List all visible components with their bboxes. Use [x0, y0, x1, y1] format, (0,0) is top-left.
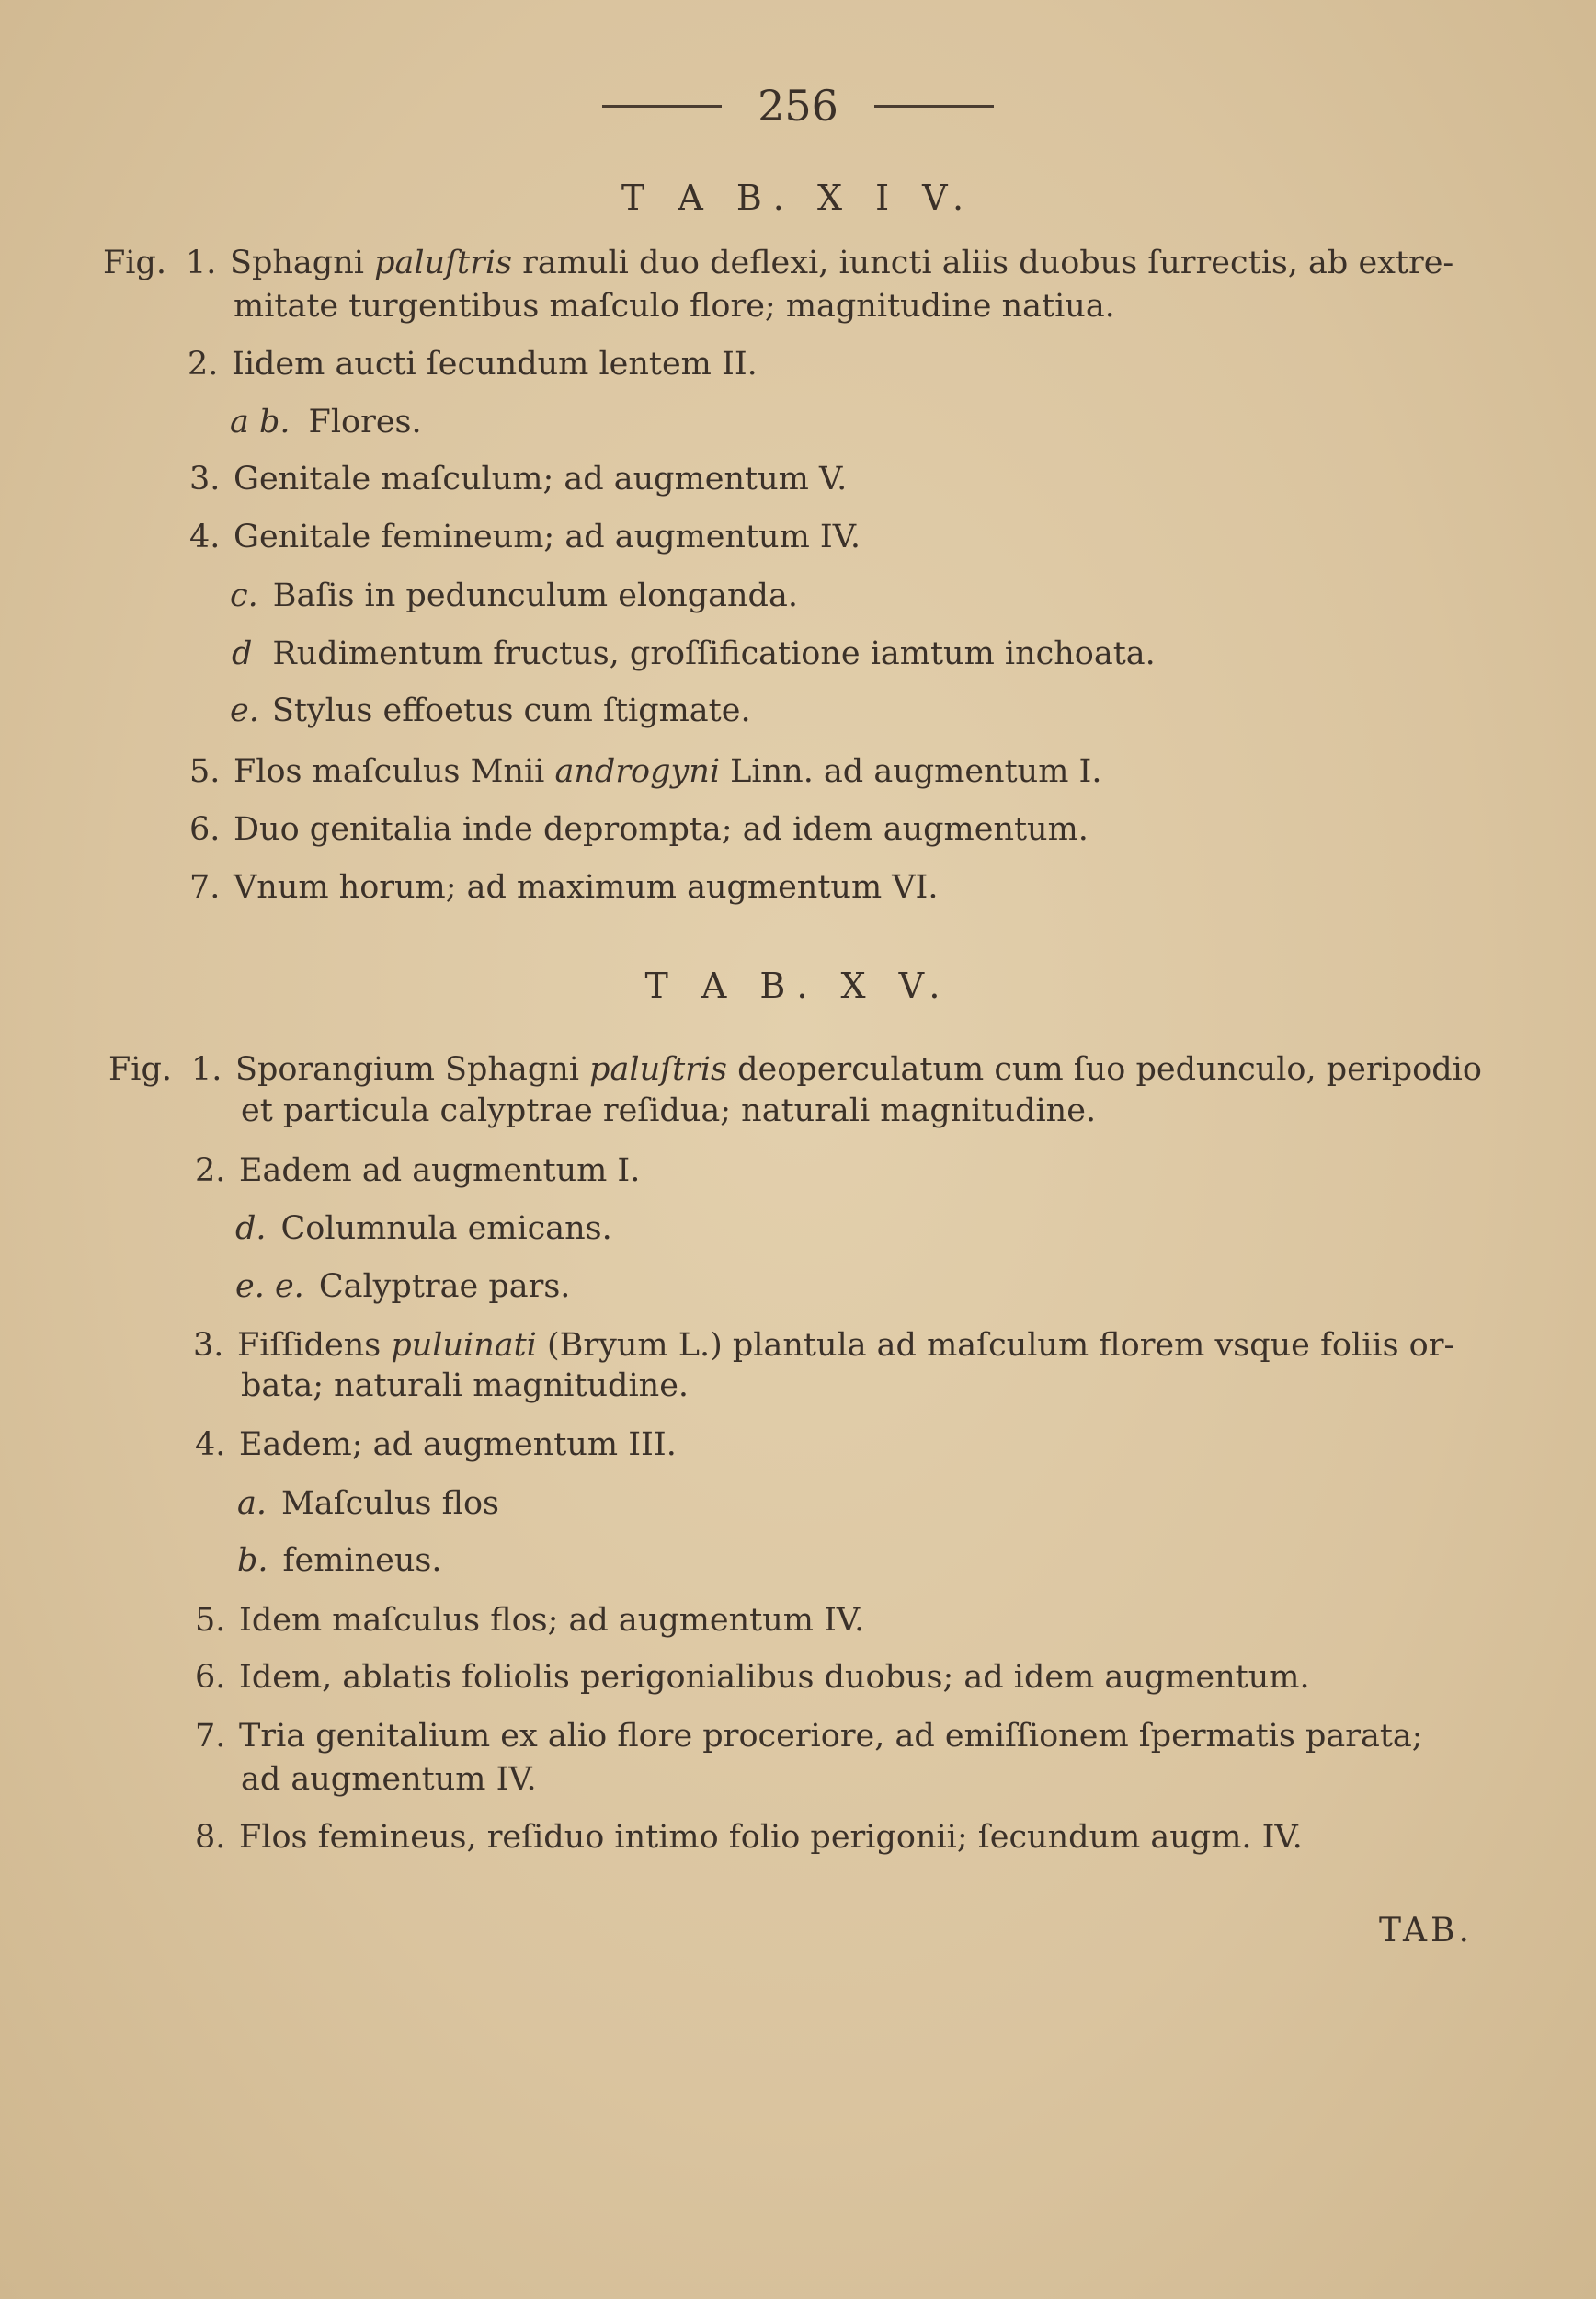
plate-xv-fig7-cont: ad augmentum IV.: [241, 1761, 537, 1798]
fig-label: Fig.: [108, 1051, 173, 1088]
sub-text: femineus.: [282, 1542, 442, 1579]
sub-label: c.: [230, 578, 258, 614]
sub-label: d: [232, 635, 253, 672]
sub-text: Rudimentum fructus, groſſificatione iamtum inchoata.: [272, 635, 1156, 672]
sub-text: Baſis in pedunculum elonganda.: [272, 578, 798, 614]
fig-number: 3.: [189, 461, 221, 498]
plate-xiv-fig4: [189, 518, 861, 556]
fig-text: ramuli duo deflexi, iuncti aliis duobus ſurrectis, ab extre-: [511, 245, 1454, 281]
header-rule-right: [874, 105, 994, 108]
fig-text: deoperculatum cum ſuo pedunculo, peripodio: [727, 1051, 1482, 1088]
plate-xiv-sub-e: [230, 692, 751, 730]
plate-xiv-sub-ab: [230, 403, 422, 441]
fig-number: 2.: [195, 1152, 226, 1189]
fig-text: Flos maſculus Mnii: [234, 753, 555, 790]
fig-text: Duo genitalia inde deprompta; ad idem augmentum.: [234, 811, 1089, 848]
plate-xv-sub-ee: [235, 1267, 570, 1306]
header-rule-left: [602, 105, 722, 108]
species-name: androgyni: [554, 753, 721, 790]
species-name: puluinati: [391, 1327, 537, 1364]
page-header: [0, 81, 1596, 132]
fig-text: Fiſſidens: [237, 1327, 392, 1364]
fig-text: Eadem ad augmentum I.: [239, 1152, 641, 1189]
plate-xv-fig1-cont: et particula calyptrae reſidua; naturali magnitudine.: [241, 1092, 1097, 1129]
species-name: paluſtris: [374, 245, 512, 281]
plate-xiv-fig2: [188, 345, 758, 383]
fig-text: Idem maſculus flos; ad augmentum IV.: [239, 1602, 865, 1639]
fig-text: (Bryum L.) plantula ad maſculum florem vsque foliis or-: [536, 1327, 1455, 1364]
fig-number: 6.: [195, 1659, 226, 1696]
sub-text: Maſculus flos: [281, 1485, 500, 1522]
plate-xv-sub-b: [237, 1541, 441, 1580]
fig-text: Iidem aucti ſecundum lentem II.: [232, 346, 758, 383]
fig-text: Eadem; ad augmentum III.: [239, 1426, 677, 1463]
plate-xv-fig1: [108, 1050, 1482, 1089]
plate-xiv-fig3: [189, 460, 847, 498]
plate-xiv-fig1: [103, 244, 1454, 282]
fig-number: 1.: [186, 245, 217, 281]
fig-text: Sphagni: [230, 245, 375, 281]
plate-xv-fig3: [193, 1326, 1454, 1365]
fig-number: 3.: [193, 1327, 224, 1364]
fig-number: 8.: [195, 1819, 226, 1856]
plate-xiv-sub-c: [230, 577, 798, 615]
fig-number: 4.: [195, 1426, 226, 1463]
plate-xv-sub-d: [235, 1209, 612, 1248]
sub-text: Columnula emicans.: [280, 1210, 612, 1247]
plate-xiv-title: T A B. X I V.: [621, 177, 975, 218]
fig-text: Linn. ad augmentum I.: [720, 753, 1102, 790]
plate-xv-fig8: [195, 1818, 1303, 1857]
fig-number: 4.: [189, 519, 221, 555]
plate-xv-fig5: [195, 1601, 864, 1640]
plate-xiv-sub-d: [232, 635, 1156, 673]
plate-xv-fig7: [195, 1717, 1423, 1756]
fig-number: 7.: [195, 1718, 226, 1755]
fig-text: Genitale maſculum; ad augmentum V.: [234, 461, 848, 498]
fig-text: Sporangium Sphagni: [235, 1051, 590, 1088]
plate-xiv-fig1-cont: mitate turgentibus maſculo flore; magnitudine natiua.: [234, 288, 1115, 325]
sub-label: a.: [237, 1485, 267, 1522]
sub-label: e.: [230, 692, 259, 729]
fig-number: 1.: [191, 1051, 222, 1088]
plate-xiv-fig5: [189, 752, 1101, 791]
plate-xv-fig6: [195, 1658, 1310, 1697]
fig-number: 7.: [189, 869, 221, 906]
page-number: 256: [758, 81, 838, 131]
fig-number: 2.: [188, 346, 219, 383]
sub-text: Stylus effoetus cum ſtigmate.: [271, 692, 751, 729]
sub-text: Flores.: [308, 404, 422, 440]
sub-label: a b.: [230, 404, 291, 440]
fig-text: Vnum horum; ad maximum augmentum VI.: [234, 869, 939, 906]
fig-text: Flos femineus, reſiduo intimo folio perigonii; ſecundum augm. IV.: [239, 1819, 1303, 1856]
catchword: TAB.: [1379, 1912, 1473, 1950]
species-name: paluſtris: [589, 1051, 728, 1088]
fig-label: Fig.: [103, 245, 167, 281]
fig-number: 6.: [189, 811, 221, 848]
fig-text: Genitale femineum; ad augmentum IV.: [234, 519, 861, 555]
plate-xv-title: T A B. X V.: [644, 966, 952, 1006]
plate-xv-fig3-cont: bata; naturali magnitudine.: [241, 1367, 690, 1404]
sub-label: e. e.: [235, 1268, 304, 1305]
plate-xv-fig4: [195, 1425, 677, 1464]
fig-text: Tria genitalium ex alio flore proceriore, ad emiſſionem ſpermatis parata;: [239, 1718, 1423, 1755]
sub-text: Calyptrae pars.: [318, 1268, 571, 1305]
plate-xv-sub-a: [237, 1484, 499, 1523]
plate-xv-fig2: [195, 1151, 640, 1190]
fig-number: 5.: [195, 1602, 226, 1639]
sub-label: d.: [235, 1210, 267, 1247]
plate-xiv-fig7: [189, 868, 939, 907]
sub-label: b.: [237, 1542, 268, 1579]
plate-xiv-fig6: [189, 810, 1089, 849]
fig-number: 5.: [189, 753, 221, 790]
fig-text: Idem, ablatis foliolis perigonialibus duobus; ad idem augmentum.: [239, 1659, 1310, 1696]
